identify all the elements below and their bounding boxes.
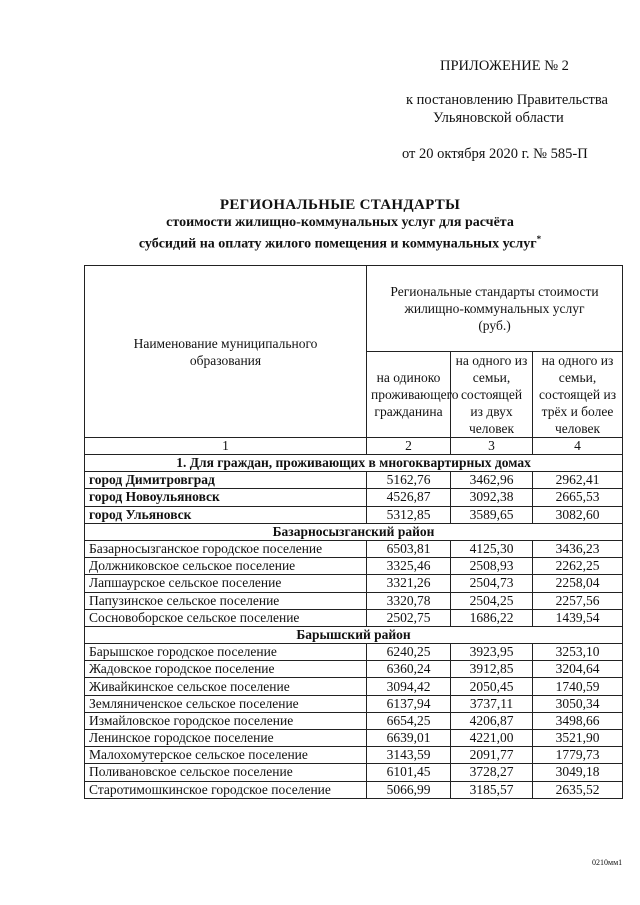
column-number-row [85, 438, 623, 455]
municipality-name: Лапшаурское сельское поселение [85, 575, 367, 592]
table-row [85, 540, 623, 557]
municipality-name: Сосновоборское сельское поселение [85, 609, 367, 626]
value-two-person: 1686,22 [451, 609, 533, 626]
value-three-plus: 3049,18 [533, 764, 623, 781]
document-subtitle-line-1: стоимости жилищно-коммунальных услуг для расчёта [166, 215, 514, 230]
value-three-plus: 2962,41 [533, 472, 623, 489]
value-two-person: 3092,38 [451, 489, 533, 506]
value-three-plus: 3050,34 [533, 695, 623, 712]
table-row [85, 712, 623, 729]
header-three-plus-family: на одного из семьи, состоящей из трёх и более человек [533, 352, 623, 438]
municipality-name: город Ульяновск [85, 506, 367, 523]
value-three-plus: 2258,04 [533, 575, 623, 592]
value-single: 3320,78 [367, 592, 451, 609]
column-number: 4 [533, 438, 623, 455]
table-row [85, 575, 623, 592]
table-row [85, 695, 623, 712]
reference-line-1: к постановлению Правительства [406, 92, 608, 108]
value-single: 6360,24 [367, 661, 451, 678]
value-two-person: 4206,87 [451, 712, 533, 729]
value-three-plus: 2665,53 [533, 489, 623, 506]
subtitle-text: субсидий на оплату жилого помещения и коммунальных услуг [138, 236, 537, 252]
standards-table [84, 265, 623, 799]
value-two-person: 3923,95 [451, 644, 533, 661]
municipality-name: Жадовское городское поселение [85, 661, 367, 678]
section-heading: 1. Для граждан, проживающих в многоквартирных домах [85, 455, 623, 472]
table-row [85, 730, 623, 747]
table-row [85, 609, 623, 626]
table-row [85, 506, 623, 523]
municipality-name: Папузинское сельское поселение [85, 592, 367, 609]
value-three-plus: 3436,23 [533, 540, 623, 557]
table-row [85, 678, 623, 695]
value-single: 6101,45 [367, 764, 451, 781]
value-single: 6654,25 [367, 712, 451, 729]
value-single: 6503,81 [367, 540, 451, 557]
value-single: 3325,46 [367, 558, 451, 575]
value-three-plus: 2635,52 [533, 781, 623, 798]
value-two-person: 3737,11 [451, 695, 533, 712]
value-three-plus: 1740,59 [533, 678, 623, 695]
value-two-person: 4125,30 [451, 540, 533, 557]
municipality-name: Барышское городское поселение [85, 644, 367, 661]
value-three-plus: 3521,90 [533, 730, 623, 747]
reference-line-3: от 20 октября 2020 г. № 585-П [402, 146, 588, 162]
value-single: 6240,25 [367, 644, 451, 661]
column-number: 2 [367, 438, 451, 455]
value-three-plus: 2257,56 [533, 592, 623, 609]
table-body [85, 438, 623, 799]
value-two-person: 2050,45 [451, 678, 533, 695]
value-single: 2502,75 [367, 609, 451, 626]
value-single: 3143,59 [367, 747, 451, 764]
header-single-person: на одиноко проживающего гражданина [367, 352, 451, 438]
district-row [85, 523, 623, 540]
document-subtitle-line-2 [80, 231, 600, 253]
value-three-plus: 3204,64 [533, 661, 623, 678]
table-row [85, 644, 623, 661]
value-two-person: 2504,73 [451, 575, 533, 592]
municipality-name: Земляниченское сельское поселение [85, 695, 367, 712]
value-three-plus: 1439,54 [533, 609, 623, 626]
footnote-mark: * [536, 234, 542, 244]
value-three-plus: 3082,60 [533, 506, 623, 523]
municipality-name: город Новоульяновск [85, 489, 367, 506]
value-single: 3321,26 [367, 575, 451, 592]
municipality-name: Ленинское городское поселение [85, 730, 367, 747]
value-two-person: 3185,57 [451, 781, 533, 798]
district-heading: Барышский район [85, 626, 623, 643]
title-block [80, 197, 600, 253]
value-single: 5066,99 [367, 781, 451, 798]
header-two-person-family: на одного из семьи, состоящей из двух человек [451, 352, 533, 438]
value-two-person: 3912,85 [451, 661, 533, 678]
value-two-person: 3462,96 [451, 472, 533, 489]
municipality-name: Должниковское сельское поселение [85, 558, 367, 575]
district-heading: Базарносызганский район [85, 523, 623, 540]
municipality-name: Измайловское городское поселение [85, 712, 367, 729]
table-row [85, 747, 623, 764]
value-single: 5162,76 [367, 472, 451, 489]
table-row [85, 472, 623, 489]
table-row [85, 592, 623, 609]
value-single: 4526,87 [367, 489, 451, 506]
municipality-name: Базарносызганское городское поселение [85, 540, 367, 557]
municipality-name: Живайкинское сельское поселение [85, 678, 367, 695]
document-title: РЕГИОНАЛЬНЫЕ СТАНДАРТЫ [219, 197, 461, 213]
header-standards-group: Региональные стандарты стоимости жилищно-коммунальных услуг (руб.) [367, 266, 623, 352]
table-row [85, 781, 623, 798]
value-single: 6639,01 [367, 730, 451, 747]
table-row [85, 661, 623, 678]
table-header [85, 266, 623, 438]
municipality-name: Поливановское сельское поселение [85, 764, 367, 781]
value-two-person: 2091,77 [451, 747, 533, 764]
header-name-column: Наименование муниципального образования [85, 266, 367, 438]
section-row [85, 455, 623, 472]
value-three-plus: 1779,73 [533, 747, 623, 764]
value-two-person: 3728,27 [451, 764, 533, 781]
value-two-person: 4221,00 [451, 730, 533, 747]
municipality-name: город Димитровград [85, 472, 367, 489]
column-number: 3 [451, 438, 533, 455]
table-row [85, 558, 623, 575]
column-number: 1 [85, 438, 367, 455]
value-three-plus: 2262,25 [533, 558, 623, 575]
reference-line-2: Ульяновской области [433, 110, 564, 126]
value-three-plus: 3498,66 [533, 712, 623, 729]
table-row [85, 489, 623, 506]
value-single: 3094,42 [367, 678, 451, 695]
appendix-label: ПРИЛОЖЕНИЕ № 2 [440, 58, 569, 74]
municipality-name: Малохомутерское сельское поселение [85, 747, 367, 764]
value-two-person: 3589,65 [451, 506, 533, 523]
table-row [85, 764, 623, 781]
district-row [85, 626, 623, 643]
page-code: 0210мм1 [592, 858, 623, 867]
value-two-person: 2508,93 [451, 558, 533, 575]
value-single: 5312,85 [367, 506, 451, 523]
value-single: 6137,94 [367, 695, 451, 712]
value-three-plus: 3253,10 [533, 644, 623, 661]
municipality-name: Старотимошкинское городское поселение [85, 781, 367, 798]
value-two-person: 2504,25 [451, 592, 533, 609]
